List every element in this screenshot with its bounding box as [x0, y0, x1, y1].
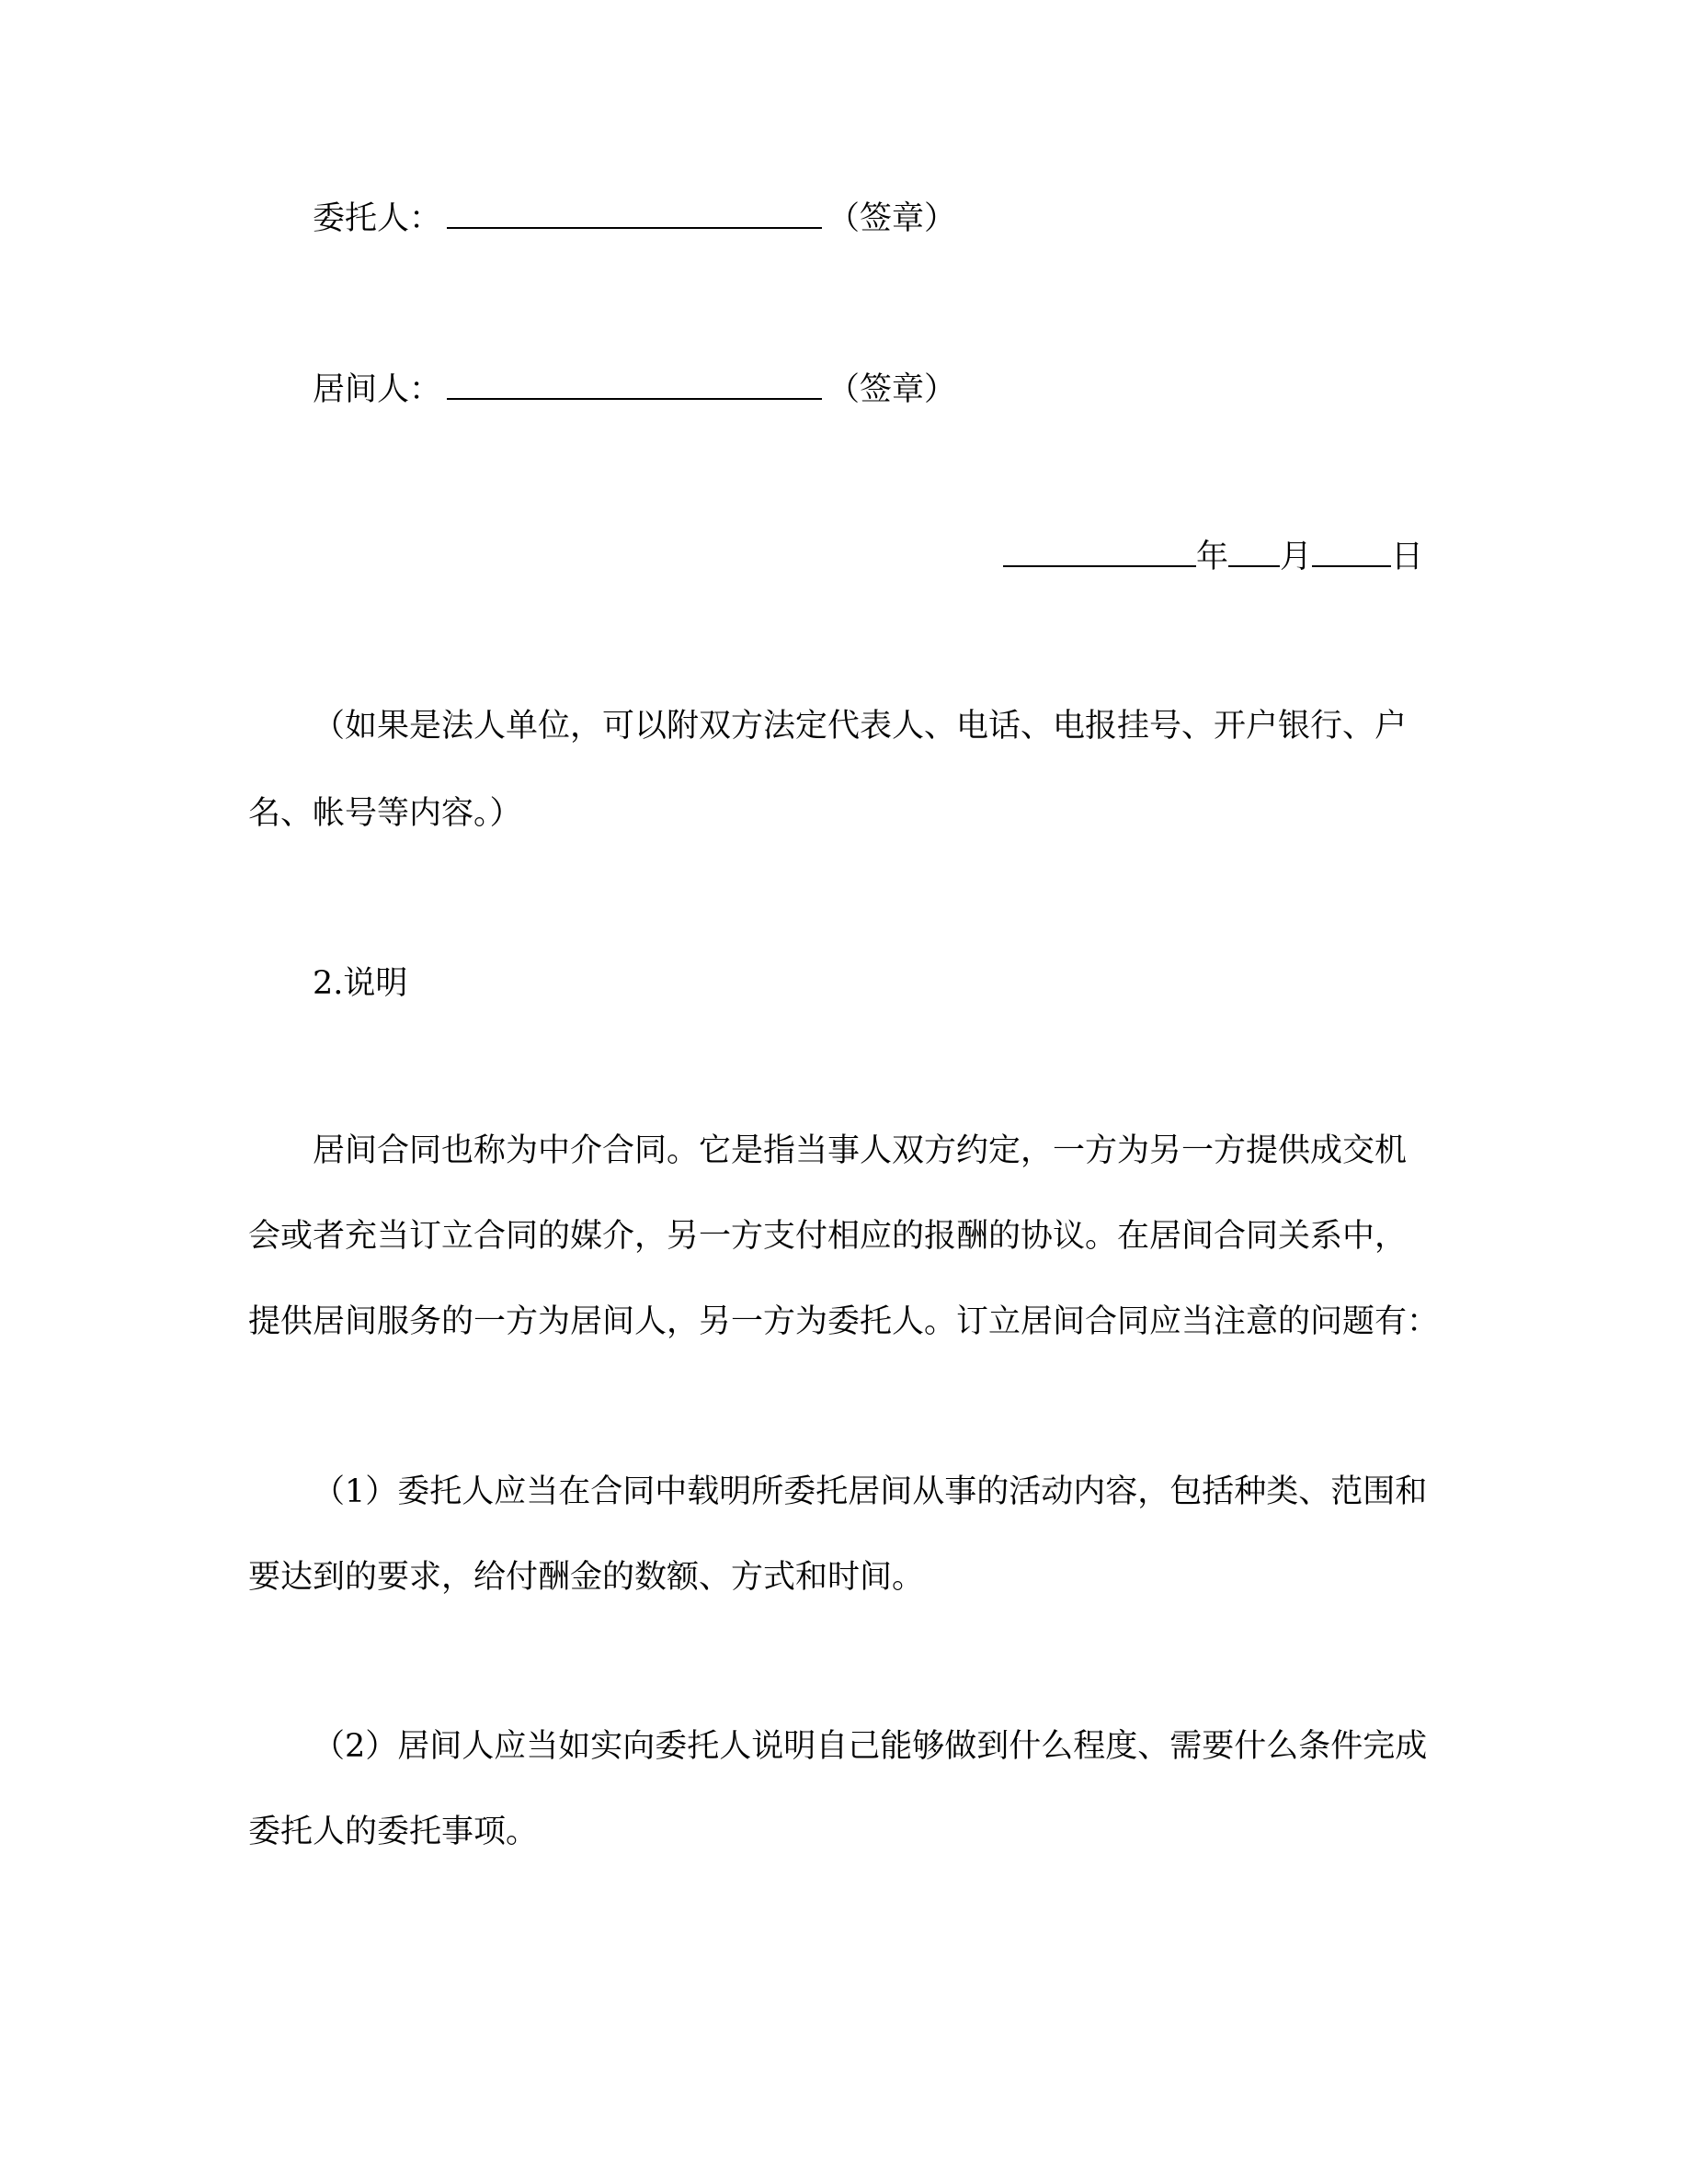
- year-label: 年: [1195, 539, 1228, 575]
- day-blank: [1312, 538, 1391, 567]
- explanation-line-2: 会或者充当订立合同的媒介，另一方支付相应的报酬的协议。在居间合同关系中，: [248, 1218, 1408, 1255]
- broker-signature-line: [313, 370, 956, 408]
- broker-label: 居间人：: [313, 371, 442, 408]
- client-seal-label: （签章）: [827, 200, 957, 237]
- explanation-line-1: 居间合同也称为中介合同。它是指当事人双方约定，一方为另一方提供成交机: [313, 1132, 1408, 1169]
- day-label: 日: [1390, 539, 1423, 575]
- note-line-2: 名、帐号等内容。）: [248, 795, 522, 832]
- broker-signature-blank: [447, 370, 822, 400]
- item1-line-1: （1）委托人应当在合同中载明所委托居间从事的活动内容，包括种类、范围和: [313, 1473, 1428, 1510]
- date-line: [1003, 538, 1423, 575]
- item1-line-2: 要达到的要求，给付酬金的数额、方式和时间。: [248, 1559, 925, 1596]
- month-label: 月: [1279, 539, 1312, 575]
- note-line-1: （如果是法人单位，可以附双方法定代表人、电话、电报挂号、开户银行、户: [313, 708, 1408, 745]
- section-heading: 2.说明: [313, 965, 408, 1002]
- client-signature-line: [313, 199, 956, 237]
- year-blank: [1003, 538, 1196, 567]
- client-label: 委托人：: [313, 200, 442, 237]
- broker-seal-label: （签章）: [827, 371, 957, 408]
- item2-line-1: （2）居间人应当如实向委托人说明自己能够做到什么程度、需要什么条件完成: [313, 1728, 1428, 1765]
- month-blank: [1228, 538, 1280, 567]
- explanation-line-3: 提供居间服务的一方为居间人，另一方为委托人。订立居间合同应当注意的问题有：: [248, 1303, 1440, 1340]
- client-signature-blank: [447, 199, 822, 229]
- item2-line-2: 委托人的委托事项。: [248, 1814, 539, 1850]
